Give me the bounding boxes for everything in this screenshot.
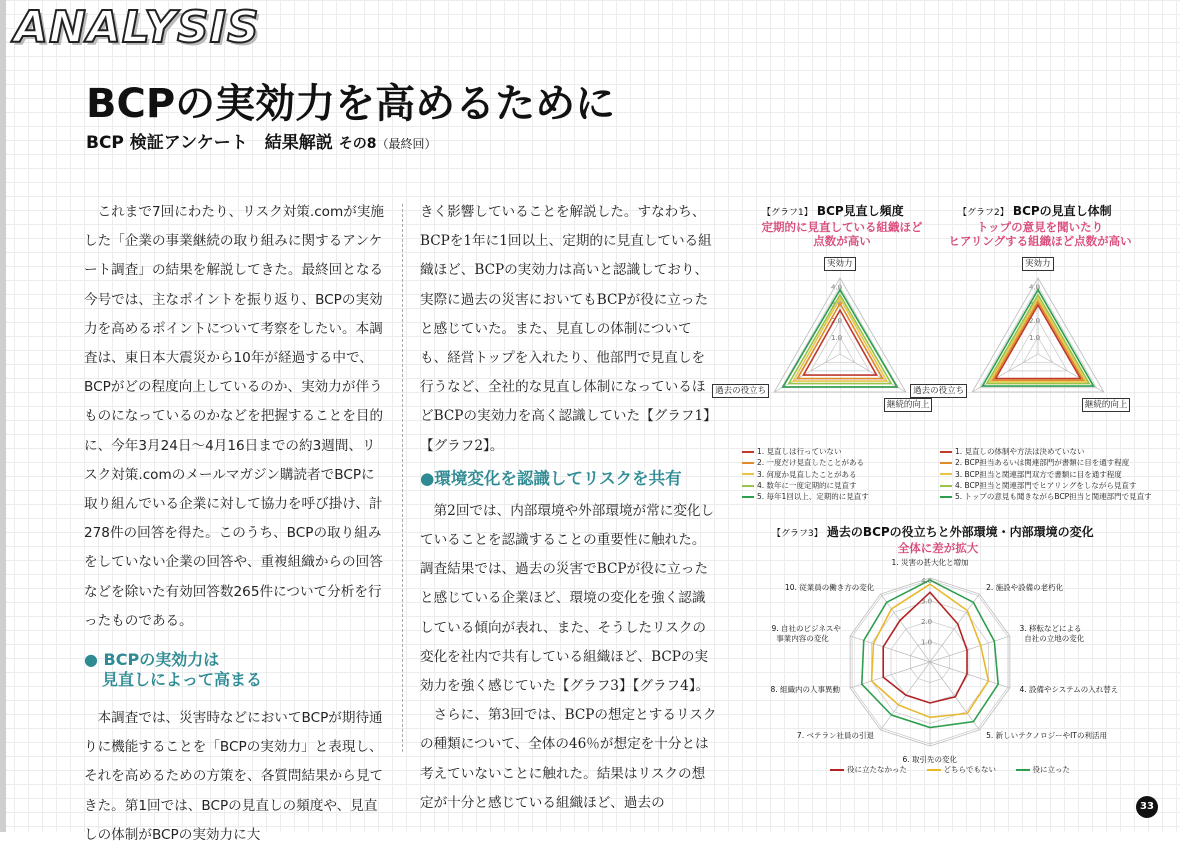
legend-label: 5. 毎年1回以上、定期的に見直す (757, 492, 869, 502)
legend-item (742, 480, 869, 491)
series-polygon (883, 592, 967, 703)
graph1-subtitle (742, 220, 942, 248)
page-spine (0, 0, 6, 832)
tick-label: 4.0 (831, 283, 843, 292)
graph3-title: 過去のBCPの役立ちと外部環境・内部環境の変化 (826, 525, 1094, 539)
axis-label: 過去の役立ち (910, 384, 967, 398)
legend-swatch (940, 485, 952, 487)
legend-item (940, 446, 1152, 457)
legend-item (1016, 764, 1071, 775)
axis-spoke (930, 636, 1010, 662)
tick-label: 4.0 (921, 577, 933, 586)
article-paragraph: 本調査では、災害時などにおいてBCPが期待通りに機能することを「BCPの実効力」と表現し、それを高めるための方策を、各質問結果から見てきた。第1回では、BCPの見直しの頻度や、見直しの体制がBCPの実効力に大 (84, 710, 384, 843)
section-heading-line: ● BCPの実効力は (84, 650, 220, 670)
section-heading (84, 650, 384, 690)
page-number: 33 (1136, 796, 1158, 818)
axis-label: 7. ベテラン社員の引退 (796, 731, 874, 741)
legend-label: 1. 見直しの体制や方法は決めていない (955, 447, 1085, 456)
article-paragraph: 第2回では、内部環境や外部環境が常に変化していることを認識することの重要性に触れた。調査結果では、過去の災害でBCPが役に立ったと感じている企業ほど、環境の変化を強く認識している傾向が表れ、また、そうしたリスクの変化を社内で共有している組織ほど、BCPの実効力を強く感じていた【グラフ3】【グラフ4】。 (420, 502, 715, 695)
legend-label: 役に立たなかった (847, 765, 907, 774)
tick-label: 1.0 (831, 334, 843, 343)
graph1-label (762, 202, 904, 219)
legend-item (940, 469, 1152, 480)
section-kicker: ANALYSIS (14, 2, 260, 53)
graph2-subtitle (940, 220, 1140, 248)
legend-item (742, 457, 869, 468)
axis-label: 6. 取引先の変化 (902, 755, 958, 764)
graph3-label (772, 523, 1094, 540)
page-subtitle (86, 128, 436, 153)
axis-label: 過去の役立ち (712, 384, 769, 398)
axis-label: 継続的向上 (1082, 398, 1131, 412)
axis-spoke (850, 636, 933, 662)
article-paragraph: さらに、第3回では、BCPの想定とするリスクの種類について、全体の46％が想定を十分とは考えていないことに触れた。結果はリスクの想定が十分と感じている組織ほど、過去の (420, 707, 717, 811)
subtitle-main: BCP 検証アンケート 結果解説 (86, 133, 333, 153)
article-column-1 (84, 198, 384, 850)
legend-label: 5. トップの意見も聞きながらBCP担当と関連部門で見直す (955, 492, 1152, 502)
graph2-title: BCPの見直し体制 (1012, 204, 1112, 218)
legend-label: 2. 一度だけ見直したことがある (757, 458, 865, 468)
graph2-subtitle-line: トップの意見を聞いたり (976, 220, 1104, 234)
legend-label: 3. BCP担当と関連部門双方で書類に目を通す程度 (955, 469, 1122, 479)
section-heading: ●環境変化を認識してリスクを共有 (420, 468, 682, 488)
article-paragraph: これまで7回にわたり、リスク対策.comが実施した「企業の事業継続の取り組みに関するアンケート調査」の結果を解説してきた。最終回となる今号では、主なポイントを振り返り、BCPの実効力を高めるポイントについて考察をしたい。本調査は、東日本大震災から10年が経過する中で、BCPがどの程度向上しているのか、実効力が伴うものになっているのかなどを把握することを目的に、今年3月24日～4月16日までの約3週間、リスク対策.comのメールマガジン購読者でBCPに取り組んでいる企業に対して協力を呼び掛け、計278件の回答を得た。このうち、BCPの取り組みをしていない企業の回答や、重複組織からの回答などを除いた有効回答数265件について分析を行ったものである。 (84, 204, 385, 629)
graph1-title: BCP見直し頻度 (816, 204, 904, 218)
legend-item (927, 764, 996, 775)
legend-label: どちらでもない (943, 765, 996, 774)
graph1-tag: 【グラフ1】 (762, 208, 813, 218)
section-heading-line: 見直しによって高まる (102, 670, 263, 690)
legend-label: 4. 数年に一度定期的に見直す (757, 480, 857, 490)
graph3-legend (830, 764, 1070, 775)
graph2-label (958, 202, 1112, 219)
tick-label: 3.0 (831, 300, 843, 309)
axis-label: 8. 組織内の人事異動 (770, 685, 841, 695)
tick-label: 3.0 (1029, 300, 1041, 309)
graph1-subtitle-line: 定期的に見直している組織ほど (761, 220, 923, 234)
subtitle-part: その8 (338, 136, 377, 152)
legend-label: 4. BCP担当と関連部門でヒアリングをしながら見直す (955, 480, 1137, 490)
tick-label: 3.0 (921, 597, 933, 606)
legend-swatch (927, 769, 941, 771)
tick-label: 2.0 (1029, 317, 1041, 326)
graph2-legend (940, 446, 1152, 502)
graph2-subtitle-line: ヒアリングする組織ほど点数が高い (948, 234, 1132, 248)
axis-label: 継続的向上 (884, 398, 933, 412)
tick-label: 2.0 (831, 317, 843, 326)
legend-item (940, 457, 1152, 468)
page-title: BCPの実効力を高めるために (86, 81, 616, 127)
axis-label: 10. 従業員の働き方の変化 (784, 582, 875, 592)
axis-label: 5. 新しいテクノロジーやITの利活用 (986, 731, 1107, 741)
legend-item (940, 480, 1152, 491)
article-column-2 (420, 198, 718, 818)
axis-label: 実効力 (1022, 257, 1054, 271)
legend-label: 1. 見直しは行っていない (757, 447, 842, 456)
graph1-legend (742, 446, 869, 502)
axis-label: 1. 災害の甚大化と増加 (891, 558, 969, 567)
subtitle-note: （最終回） (376, 137, 437, 151)
legend-swatch (742, 473, 754, 475)
legend-label: 2. BCP担当あるいは関連部門が書類に目を通す程度 (955, 458, 1130, 468)
tick-label: 1.0 (1029, 334, 1041, 343)
legend-item (830, 764, 907, 775)
legend-swatch (1016, 769, 1030, 771)
axis-label: 2. 施設や設備の老朽化 (986, 582, 1064, 592)
legend-swatch (742, 451, 754, 453)
axis-spoke (930, 594, 979, 662)
legend-label: 3. 何度か見直したことがある (757, 469, 857, 479)
legend-swatch (940, 496, 952, 498)
axis-label: 9. 自社のビジネスや 事業内容の変化 (771, 623, 841, 643)
legend-item (742, 491, 869, 502)
axis-spoke (930, 662, 979, 730)
legend-item (742, 469, 869, 480)
legend-swatch (940, 473, 952, 475)
tick-label: 1.0 (921, 638, 933, 647)
legend-item (940, 491, 1152, 502)
axis-label: 3. 移転などによる 自社の立地の変化 (1019, 623, 1085, 643)
legend-swatch (940, 462, 952, 464)
axis-label: 4. 設備やシステムの入れ替え (1019, 685, 1119, 695)
legend-swatch (940, 451, 952, 453)
tick-label: 4.0 (1029, 283, 1041, 292)
legend-swatch (742, 496, 754, 498)
legend-swatch (742, 485, 754, 487)
legend-swatch (830, 769, 844, 771)
graph1-subtitle-line: 点数が高い (813, 234, 871, 248)
graph3-tag: 【グラフ3】 (772, 529, 823, 539)
legend-swatch (742, 462, 754, 464)
article-paragraph: きく影響していることを解説した。すなわち、BCPを1年に1回以上、定期的に見直している組織ほど、BCPの実効力は高いと認識しており、実際に過去の災害においてもBCPが役に立ったと感じていた。また、見直しの体制についても、経営トップを入れたり、他部門で見直しを行うなど、全社的な見直し体制になっているほどBCPの実効力を高く認識していた【グラフ1】【グラフ2】。 (420, 204, 717, 454)
graph2-tag: 【グラフ2】 (958, 208, 1009, 218)
legend-label: 役に立った (1032, 765, 1070, 774)
axis-label: 実効力 (824, 257, 856, 271)
graph3-subtitle: 全体に差が拡大 (897, 541, 979, 555)
legend-item (742, 446, 869, 457)
column-divider (402, 204, 403, 752)
tick-label: 2.0 (921, 618, 933, 627)
